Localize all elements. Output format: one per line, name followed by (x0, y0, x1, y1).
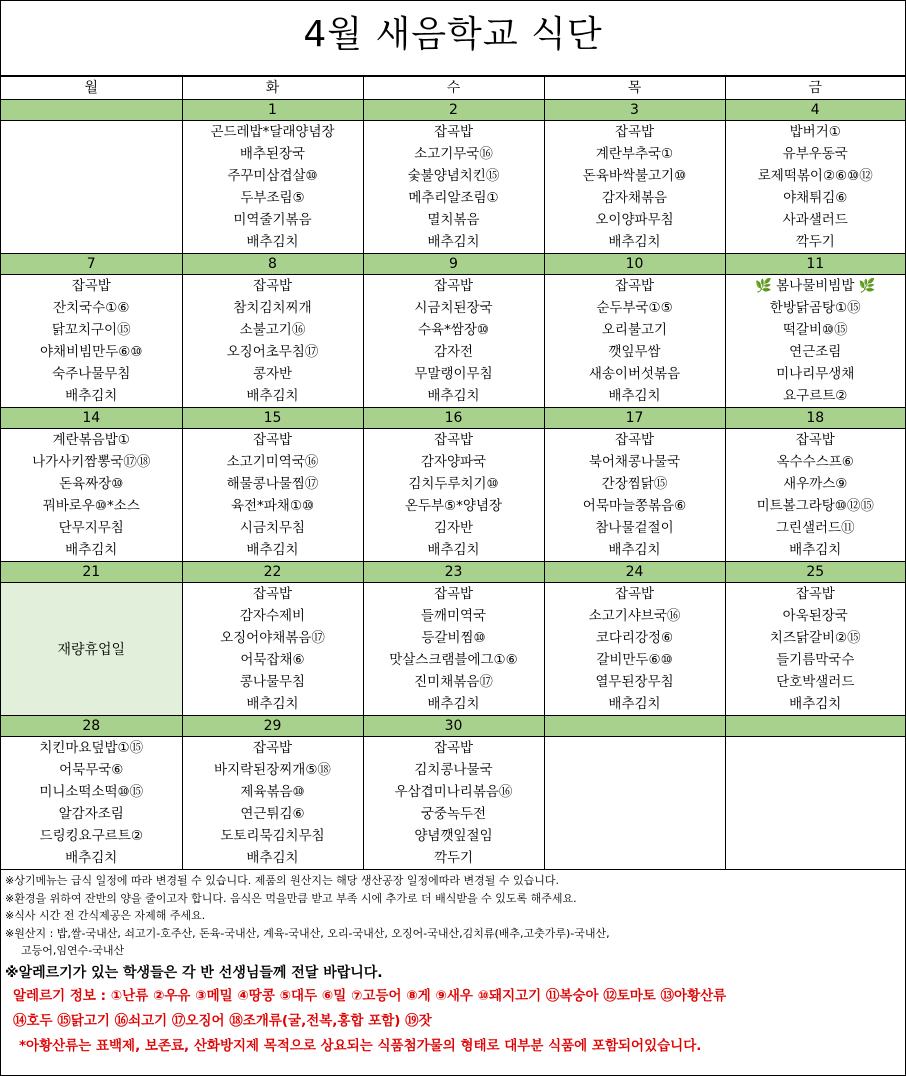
allergy-info: 알레르기 정보 : ①난류 ②우유 ③메밀 ④땅콩 ⑤대두 ⑥밀 ⑦고등어 ⑧게 ⑨새우 ⑩돼지고기 ⑪복숭아 ⑫토마토 ⑬아황산류 (13, 987, 727, 1004)
menu-item (545, 759, 725, 781)
date-cell: 24 (544, 562, 725, 583)
menu-item: 콩자반 (252, 366, 293, 382)
menu-item: 깍두기 (433, 850, 474, 866)
menu-item: 미나리무생채 (776, 366, 855, 382)
menu-item: 감자전 (433, 344, 474, 360)
menu-item: 잡곡밥 (433, 432, 474, 448)
menu-cell (544, 583, 725, 716)
date-row (1, 408, 905, 429)
menu-item: 수육*쌈장⑩ (417, 322, 490, 338)
menu-cell (1, 429, 182, 562)
menu-item: 돈육짜장⑩ (59, 476, 124, 492)
menu-cell (363, 275, 544, 408)
menu-item: 미니소떡소떡⑩⑮ (39, 784, 144, 800)
menu-cell (182, 121, 363, 254)
menu-item (1, 143, 182, 165)
menu-item (545, 737, 725, 759)
date-cell: 28 (1, 716, 182, 737)
menu-item (726, 825, 906, 847)
menu-item: 깻잎무쌈 (608, 344, 661, 360)
date-cell: 14 (1, 408, 182, 429)
date-cell: 25 (725, 562, 905, 583)
menu-item: 잡곡밥 (614, 278, 655, 294)
weekday-header: 월 (1, 77, 182, 100)
menu-item: 잡곡밥 (252, 740, 293, 756)
menu-item: 잡곡밥 (614, 124, 655, 140)
menu-item: 미역줄기볶음 (233, 212, 312, 228)
menu-item: 콩나물무침 (239, 674, 306, 690)
menu-cell (544, 275, 725, 408)
menu-item: 한방닭곰탕①⑮ (769, 300, 861, 316)
menu-item: 제육볶음⑩ (240, 784, 305, 800)
menu-item (545, 781, 725, 803)
weekday-header: 목 (544, 77, 725, 100)
menu-cell (363, 121, 544, 254)
menu-item: 밥버거① (789, 124, 841, 140)
menu-item (726, 847, 906, 869)
menu-item: 시금치무침 (239, 520, 306, 536)
menu-item (545, 847, 725, 869)
menu-item: 소고기미역국⑯ (226, 454, 319, 470)
menu-item: 두부조림⑤ (240, 190, 305, 206)
menu-cell (725, 737, 905, 870)
date-cell: 9 (363, 254, 544, 275)
menu-item: 요구르트② (783, 388, 848, 404)
menu-item: 🌿 봄나물비빔밥 🌿 (755, 278, 876, 294)
menu-table (1, 76, 905, 870)
menu-item: 잡곡밥 (433, 278, 474, 294)
date-cell: 18 (725, 408, 905, 429)
notes-section (1, 870, 905, 1059)
menu-item: 배추된장국 (239, 146, 306, 162)
allergy-info: ⑭호두 ⑮닭고기 ⑯쇠고기 ⑰오징어 ⑱조개류(굴,전복,홍합 포함) ⑲잣 (13, 1012, 432, 1029)
menu-item: 잡곡밥 (252, 432, 293, 448)
menu-item (1, 209, 182, 231)
menu-item: 소고기샤브국⑯ (588, 608, 681, 624)
allergy-sulfite-note: *아황산류는 표백제, 보존료, 산화방지제 목적으로 상요되는 식품첨가물의 형태로 대부분 식품에 포함되어있습니다. (19, 1037, 702, 1054)
menu-item: 알감자조림 (58, 806, 124, 822)
menu-item: 잡곡밥 (433, 586, 474, 602)
menu-item: 배추김치 (427, 388, 480, 404)
weekday-header: 금 (725, 77, 905, 100)
menu-cell (182, 737, 363, 870)
menu-item: 멸치볶음 (427, 212, 480, 228)
menu-item: 시금치된장국 (414, 300, 493, 316)
menu-item (1, 231, 182, 253)
note-line: ※상기메뉴는 급식 일정에 따라 변경될 수 있습니다. 제품의 원산지는 해당 생산공장 일정에따라 변경될 수 있습니다. (5, 874, 559, 887)
menu-item: 로제떡볶이②⑥⑩⑫ (757, 168, 873, 184)
menu-item (726, 737, 906, 759)
menu-item: 진미채볶음⑰ (414, 674, 493, 690)
menu-item: 계란부추국① (595, 146, 674, 162)
menu-row (1, 737, 905, 870)
menu-item: 드링킹요구르트② (39, 828, 143, 844)
date-cell: 21 (1, 562, 182, 583)
menu-item: 잡곡밥 (71, 278, 111, 294)
menu-item (726, 759, 906, 781)
menu-item: 옥수수스프⑥ (776, 454, 854, 470)
date-cell: 30 (363, 716, 544, 737)
menu-item: 우삼겹미나리볶음⑯ (394, 784, 513, 800)
menu-item: 북어채콩나물국 (588, 454, 681, 470)
menu-item: 배추김치 (427, 696, 480, 712)
date-cell: 15 (182, 408, 363, 429)
menu-item: 어묵마늘쫑볶음⑥ (582, 498, 687, 514)
menu-item: 김치콩나물국 (414, 762, 493, 778)
page-title: 4월 새음학교 식단 (1, 1, 905, 76)
menu-item: 잡곡밥 (795, 586, 835, 602)
menu-item: 연근튀김⑥ (240, 806, 305, 822)
menu-item: 감자수제비 (239, 608, 306, 624)
menu-item (545, 825, 725, 847)
menu-item: 들기름막국수 (776, 652, 855, 668)
menu-item: 단무지무침 (58, 520, 124, 536)
date-cell: 11 (725, 254, 905, 275)
date-cell: 29 (182, 716, 363, 737)
menu-item: 배추김치 (65, 388, 118, 404)
note-line: ※식사 시간 전 간식제공은 자제해 주세요. (5, 909, 206, 922)
menu-item: 배추김치 (427, 542, 480, 558)
menu-item: 치킨마요덮밥①⑮ (39, 740, 144, 756)
menu-cell (1, 275, 182, 408)
menu-item: 메추리알조림① (408, 190, 499, 206)
menu-item: 야채튀김⑥ (783, 190, 848, 206)
menu-item: 무말랭이무침 (414, 366, 493, 382)
date-cell: 22 (182, 562, 363, 583)
menu-item: 나가사키짬뽕국⑰⑱ (32, 454, 151, 470)
menu-item: 참치김치찌개 (233, 300, 312, 316)
menu-item: 오리불고기 (601, 322, 668, 338)
menu-item: 잡곡밥 (252, 586, 293, 602)
menu-item: 도토리묵김치무침 (220, 828, 325, 844)
date-row (1, 562, 905, 583)
date-cell: 1 (182, 100, 363, 121)
menu-item: 배추김치 (608, 696, 661, 712)
menu-item: 들깨미역국 (420, 608, 487, 624)
note-line: 고등어,임연수-국내산 (21, 944, 125, 957)
menu-item: 배추김치 (608, 542, 661, 558)
menu-item: 갈비만두⑥⑩ (596, 652, 673, 668)
date-row (1, 100, 905, 121)
menu-item: 순두부국①⑤ (596, 300, 673, 316)
menu-item (1, 165, 182, 187)
date-cell: 17 (544, 408, 725, 429)
menu-item: 단호박샐러드 (776, 674, 855, 690)
date-cell (725, 716, 905, 737)
menu-item: 잡곡밥 (433, 740, 474, 756)
menu-item: 궁중녹두전 (420, 806, 487, 822)
menu-item: 아욱된장국 (782, 608, 848, 624)
menu-row (1, 121, 905, 254)
menu-item: 참나물겉절이 (595, 520, 674, 536)
menu-item: 닭꼬치구이⑮ (51, 322, 131, 338)
menu-item: 감자채볶음 (601, 190, 668, 206)
menu-item: 간장찜닭⑮ (601, 476, 668, 492)
date-cell: 8 (182, 254, 363, 275)
menu-item: 배추김치 (608, 234, 661, 250)
date-cell (1, 100, 182, 121)
menu-item: 육전*파채①⑩ (230, 498, 315, 514)
menu-item: 어묵무국⑥ (59, 762, 124, 778)
date-cell: 23 (363, 562, 544, 583)
date-cell: 16 (363, 408, 544, 429)
menu-item: 배추김치 (65, 850, 118, 866)
menu-item: 그린샐러드⑪ (775, 520, 855, 536)
date-cell: 2 (363, 100, 544, 121)
menu-item: 바지락된장찌개⑤⑱ (214, 762, 331, 778)
menu-item: 새우까스⑨ (783, 476, 848, 492)
menu-item: 배추김치 (65, 542, 118, 558)
menu-item: 오징어초무침⑰ (226, 344, 319, 360)
menu-item: 해물콩나물찜⑰ (226, 476, 319, 492)
date-cell: 3 (544, 100, 725, 121)
menu-item: 사과샐러드 (782, 212, 848, 228)
menu-cell (363, 429, 544, 562)
menu-item: 열무된장무침 (595, 674, 674, 690)
menu-item: 미트볼그라탕⑩⑫⑮ (756, 498, 874, 514)
menu-cell (725, 583, 905, 716)
weekday-header-row (1, 77, 905, 100)
menu-row (1, 583, 905, 716)
menu-item: 등갈비찜⑩ (421, 630, 486, 646)
menu-item: 배추김치 (246, 234, 299, 250)
menu-cell (544, 121, 725, 254)
menu-item: 소불고기⑯ (239, 322, 306, 338)
menu-item: 잡곡밥 (252, 278, 293, 294)
date-cell: 4 (725, 100, 905, 121)
menu-item: 배추김치 (789, 696, 842, 712)
menu-item: 감자양파국 (420, 454, 487, 470)
menu-item: 새송이버섯볶음 (588, 366, 681, 382)
menu-item: 오이양파무침 (595, 212, 674, 228)
menu-item: 배추김치 (246, 542, 299, 558)
menu-item: 양념깻잎절임 (414, 828, 493, 844)
menu-item: 계란볶음밥① (52, 432, 130, 448)
menu-cell (363, 737, 544, 870)
menu-item: 곤드레밥*달래양념장 (210, 124, 335, 140)
menu-item: 배추김치 (789, 542, 842, 558)
menu-row (1, 275, 905, 408)
date-row (1, 716, 905, 737)
menu-item: 소고기무국⑯ (414, 146, 493, 162)
menu-item: 김자반 (433, 520, 474, 536)
menu-cell (182, 429, 363, 562)
menu-item: 배추김치 (246, 388, 299, 404)
holiday-cell: 재량휴업일 (1, 583, 182, 716)
menu-cell (363, 583, 544, 716)
menu-item: 배추김치 (246, 850, 299, 866)
allergy-notice: ※알레르기가 있는 학생들은 각 반 선생님들께 전달 바랍니다. (5, 964, 383, 981)
menu-row (1, 429, 905, 562)
menu-cell (1, 121, 182, 254)
menu-item: 잔치국수①⑥ (53, 300, 130, 316)
note-line: ※환경을 위하여 잔반의 양을 줄이고자 합니다. 음식은 먹을만큼 받고 부족 시에 추가로 더 배식받을 수 있도록 해주세요. (5, 891, 577, 905)
menu-cell (544, 429, 725, 562)
menu-item: 숯불양념치킨⑮ (407, 168, 500, 184)
menu-cell (725, 275, 905, 408)
menu-item (1, 121, 182, 143)
menu-item: 배추김치 (246, 696, 299, 712)
menu-item (726, 781, 906, 803)
menu-item: 잡곡밥 (433, 124, 474, 140)
menu-cell (182, 583, 363, 716)
menu-item: 연근조림 (789, 344, 842, 360)
date-row (1, 254, 905, 275)
menu-item: 치즈닭갈비②⑮ (769, 630, 861, 646)
menu-item: 어묵잡채⑥ (240, 652, 305, 668)
menu-item: 맛살스크램블에그①⑥ (389, 652, 518, 668)
menu-cell (725, 121, 905, 254)
menu-cell (544, 737, 725, 870)
menu-item: 유부우동국 (782, 146, 848, 162)
menu-item (545, 803, 725, 825)
menu-item: 오징어야채볶음⑰ (220, 630, 325, 646)
menu-item: 꿔바로우⑩*소스 (42, 498, 140, 514)
menu-item: 배추김치 (608, 388, 661, 404)
menu-item: 온두부⑤*양념장 (404, 498, 503, 514)
menu-item: 코다리강정⑥ (595, 630, 674, 646)
menu-item: 떡갈비⑩⑮ (782, 322, 848, 338)
date-cell: 10 (544, 254, 725, 275)
menu-item: 잡곡밥 (795, 432, 835, 448)
menu-cell (182, 275, 363, 408)
menu-item: 김치두루치기⑩ (408, 476, 499, 492)
menu-item: 주꾸미삼겹살⑩ (227, 168, 318, 184)
date-cell: 7 (1, 254, 182, 275)
menu-item (1, 187, 182, 209)
weekday-header: 화 (182, 77, 363, 100)
menu-item: 돈육바싹불고기⑩ (582, 168, 687, 184)
menu-item: 잡곡밥 (614, 586, 655, 602)
menu-item: 잡곡밥 (614, 432, 655, 448)
note-line: ※원산지 : 밥,쌀-국내산, 쇠고기-호주산, 돈육-국내산, 계육-국내산, 오리-국내산, 오징어-국내산,김치류(배추,고춧가루)-국내산, (5, 926, 610, 940)
menu-cell (725, 429, 905, 562)
menu-cell (1, 737, 182, 870)
menu-item (726, 803, 906, 825)
date-cell (544, 716, 725, 737)
weekday-header: 수 (363, 77, 544, 100)
menu-item: 숙주나물무침 (52, 366, 131, 382)
menu-item: 야채비빔만두⑥⑩ (40, 344, 143, 360)
menu-item: 깍두기 (795, 234, 835, 250)
menu-item: 배추김치 (427, 234, 480, 250)
